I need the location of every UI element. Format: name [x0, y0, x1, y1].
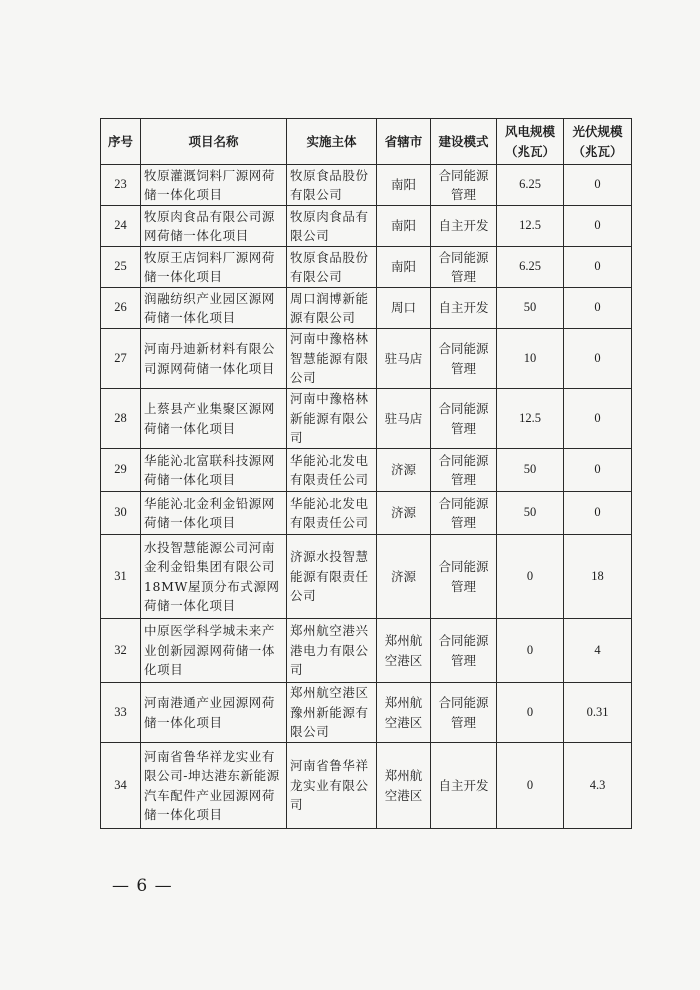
cell-mode: 自主开发: [431, 206, 497, 247]
cell-project-name: 水投智慧能源公司河南金利金铅集团有限公司18MW屋顶分布式源网荷储一体化项目: [141, 535, 287, 619]
cell-solar: 0.31: [564, 683, 632, 743]
cell-mode: 合同能源管理: [431, 683, 497, 743]
table-row: [101, 329, 632, 389]
cell-city: 南阳: [377, 247, 431, 288]
cell-project-name: 润融纺织产业园区源网荷储一体化项目: [141, 288, 287, 329]
cell-city: 驻马店: [377, 389, 431, 449]
cell-solar: 0: [564, 329, 632, 389]
cell-project-name: 河南港通产业园源网荷储一体化项目: [141, 683, 287, 743]
cell-mode: 合同能源管理: [431, 535, 497, 619]
cell-entity: 济源水投智慧能源有限责任公司: [287, 535, 377, 619]
cell-city: 济源: [377, 449, 431, 492]
cell-entity: 河南中豫格林智慧能源有限公司: [287, 329, 377, 389]
cell-no: 34: [101, 743, 141, 829]
table-row: [101, 288, 632, 329]
table-row: [101, 683, 632, 743]
table-row: [101, 206, 632, 247]
table-row: [101, 247, 632, 288]
cell-no: 33: [101, 683, 141, 743]
table-row: [101, 449, 632, 492]
cell-wind: 6.25: [497, 165, 564, 206]
cell-solar: 18: [564, 535, 632, 619]
header-city: 省辖市: [377, 119, 431, 165]
cell-mode: 合同能源管理: [431, 619, 497, 683]
cell-city: 郑州航空港区: [377, 743, 431, 829]
table-row: [101, 389, 632, 449]
header-no: 序号: [101, 119, 141, 165]
cell-project-name: 牧原肉食品有限公司源网荷储一体化项目: [141, 206, 287, 247]
cell-solar: 0: [564, 206, 632, 247]
cell-project-name: 中原医学科学城未来产业创新园源网荷储一体化项目: [141, 619, 287, 683]
cell-project-name: 上蔡县产业集聚区源网荷储一体化项目: [141, 389, 287, 449]
cell-solar: 0: [564, 165, 632, 206]
cell-mode: 合同能源管理: [431, 389, 497, 449]
cell-no: 28: [101, 389, 141, 449]
cell-city: 郑州航空港区: [377, 683, 431, 743]
cell-city: 周口: [377, 288, 431, 329]
cell-mode: 合同能源管理: [431, 247, 497, 288]
cell-wind: 0: [497, 535, 564, 619]
cell-wind: 50: [497, 449, 564, 492]
cell-no: 30: [101, 492, 141, 535]
cell-wind: 10: [497, 329, 564, 389]
cell-project-name: 华能沁北金利金铅源网荷储一体化项目: [141, 492, 287, 535]
cell-wind: 0: [497, 619, 564, 683]
header-wind: 风电规模（兆瓦）: [497, 119, 564, 165]
cell-project-name: 河南省鲁华祥龙实业有限公司-坤达港东新能源汽车配件产业园源网荷储一体化项目: [141, 743, 287, 829]
cell-entity: 华能沁北发电有限责任公司: [287, 449, 377, 492]
cell-entity: 河南中豫格林新能源有限公司: [287, 389, 377, 449]
table-header-row: [101, 119, 632, 165]
cell-project-name: 牧原王店饲料厂源网荷储一体化项目: [141, 247, 287, 288]
cell-entity: 牧原肉食品有限公司: [287, 206, 377, 247]
project-table: [100, 118, 632, 829]
header-entity: 实施主体: [287, 119, 377, 165]
cell-no: 26: [101, 288, 141, 329]
cell-entity: 河南省鲁华祥龙实业有限公司: [287, 743, 377, 829]
cell-no: 24: [101, 206, 141, 247]
cell-solar: 4: [564, 619, 632, 683]
cell-city: 郑州航空港区: [377, 619, 431, 683]
cell-project-name: 华能沁北富联科技源网荷储一体化项目: [141, 449, 287, 492]
cell-solar: 0: [564, 389, 632, 449]
cell-city: 南阳: [377, 165, 431, 206]
table-row: [101, 743, 632, 829]
table-row: [101, 535, 632, 619]
cell-mode: 自主开发: [431, 288, 497, 329]
cell-wind: 12.5: [497, 389, 564, 449]
cell-city: 驻马店: [377, 329, 431, 389]
cell-entity: 华能沁北发电有限责任公司: [287, 492, 377, 535]
cell-entity: 郑州航空港区豫州新能源有限公司: [287, 683, 377, 743]
cell-no: 29: [101, 449, 141, 492]
cell-mode: 自主开发: [431, 743, 497, 829]
cell-mode: 合同能源管理: [431, 449, 497, 492]
cell-mode: 合同能源管理: [431, 492, 497, 535]
cell-no: 27: [101, 329, 141, 389]
table-row: [101, 619, 632, 683]
cell-city: 济源: [377, 535, 431, 619]
cell-solar: 0: [564, 449, 632, 492]
cell-wind: 6.25: [497, 247, 564, 288]
cell-no: 23: [101, 165, 141, 206]
cell-mode: 合同能源管理: [431, 165, 497, 206]
cell-no: 31: [101, 535, 141, 619]
header-solar: 光伏规模（兆瓦）: [564, 119, 632, 165]
cell-solar: 0: [564, 288, 632, 329]
table-row: [101, 165, 632, 206]
cell-mode: 合同能源管理: [431, 329, 497, 389]
cell-project-name: 河南丹迪新材料有限公司源网荷储一体化项目: [141, 329, 287, 389]
cell-no: 32: [101, 619, 141, 683]
cell-no: 25: [101, 247, 141, 288]
cell-wind: 50: [497, 492, 564, 535]
header-project-name: 项目名称: [141, 119, 287, 165]
cell-wind: 12.5: [497, 206, 564, 247]
page-number: — 6 —: [112, 876, 173, 896]
cell-city: 济源: [377, 492, 431, 535]
cell-city: 南阳: [377, 206, 431, 247]
cell-solar: 4.3: [564, 743, 632, 829]
cell-entity: 周口润博新能源有限公司: [287, 288, 377, 329]
cell-wind: 0: [497, 743, 564, 829]
table-row: [101, 492, 632, 535]
cell-solar: 0: [564, 247, 632, 288]
cell-solar: 0: [564, 492, 632, 535]
cell-entity: 牧原食品股份有限公司: [287, 247, 377, 288]
cell-entity: 牧原食品股份有限公司: [287, 165, 377, 206]
header-mode: 建设模式: [431, 119, 497, 165]
cell-entity: 郑州航空港兴港电力有限公司: [287, 619, 377, 683]
cell-wind: 0: [497, 683, 564, 743]
cell-project-name: 牧原灌溉饲料厂源网荷储一体化项目: [141, 165, 287, 206]
cell-wind: 50: [497, 288, 564, 329]
